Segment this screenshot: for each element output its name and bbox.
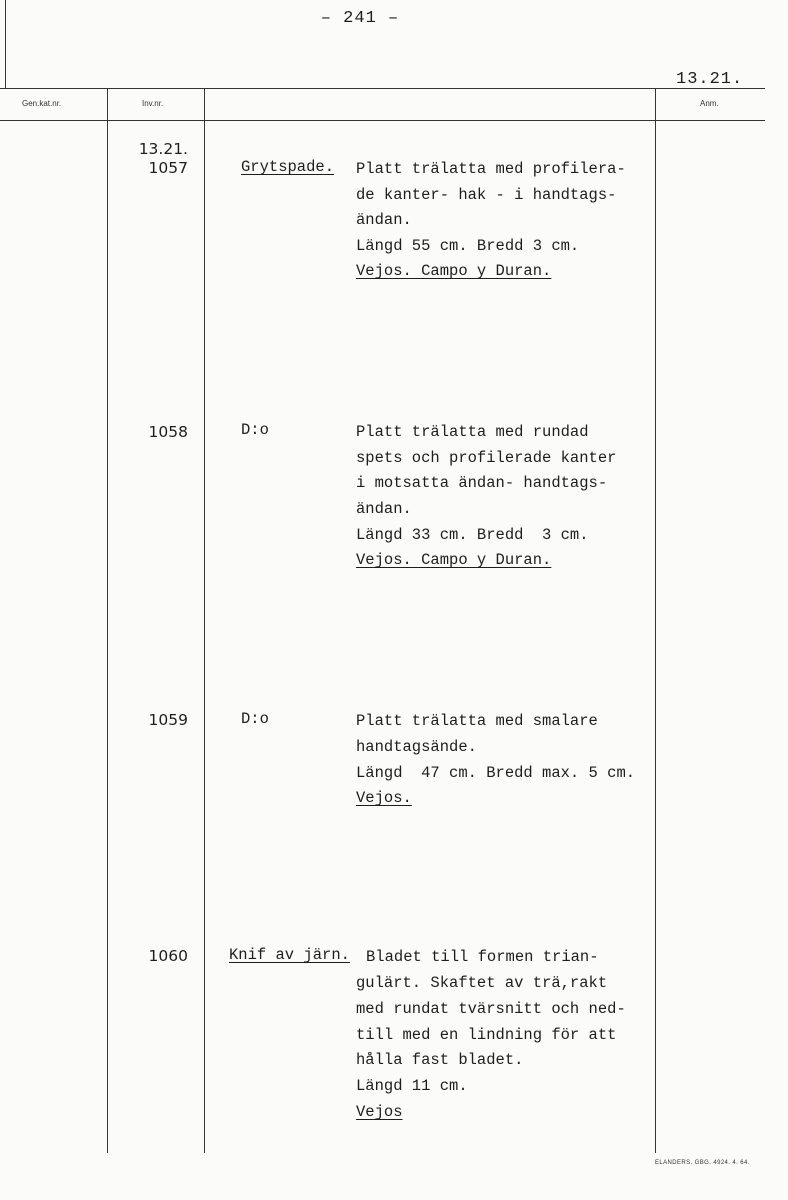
description-line: ändan. [356, 500, 412, 518]
description-line: hålla fast bladet. [356, 1051, 524, 1069]
header-rule-bottom [0, 120, 765, 121]
column-header-anm: Anm. [700, 99, 719, 108]
column-divider-desc [204, 88, 205, 1153]
description-line: Platt trälatta med smalare [356, 712, 598, 730]
source-line: Vejos. Campo y Duran. [356, 262, 552, 280]
object-term: D:o [241, 710, 269, 728]
object-term: Grytspade. [241, 158, 335, 176]
column-header-inv-nr: Inv.nr. [142, 99, 164, 108]
source-line: Vejos. Campo y Duran. [356, 551, 552, 569]
catalog-code: 13.21. [138, 140, 188, 158]
header-catalog-number: 13.21. [676, 70, 744, 89]
description-line: spets och profilerade kanter [356, 449, 617, 467]
description-line: Platt trälatta med rundad [356, 423, 589, 441]
source-line: Vejos [356, 1103, 403, 1121]
description-line: ändan. [356, 211, 412, 229]
inv-number: 1059 [148, 711, 188, 729]
left-margin-rule [5, 0, 6, 88]
inv-number: 1060 [148, 947, 188, 965]
description-line: Längd 47 cm. Bredd max. 5 cm. [356, 764, 636, 782]
description-line: Bladet till formen trian- [366, 948, 599, 966]
description-line: de kanter- hak - i handtags- [356, 186, 617, 204]
column-header-gen-kat-nr: Gen.kat.nr. [22, 99, 62, 108]
source-line: Vejos. [356, 789, 412, 807]
page-number: – 241 – [320, 9, 400, 28]
column-divider-anm [655, 88, 656, 1153]
object-term: Knif av järn. [229, 946, 350, 964]
inv-number: 1058 [148, 423, 188, 441]
object-term: D:o [241, 421, 269, 439]
description-line: Längd 33 cm. Bredd 3 cm. [356, 526, 589, 544]
footer-imprint: ELANDERS. GBG. 4924. 4. 64. [655, 1160, 750, 1166]
description-line: Platt trälatta med profilera- [356, 160, 626, 178]
description-line: i motsatta ändan- handtags- [356, 474, 608, 492]
description-line: med rundat tvärsnitt och ned- [356, 1000, 626, 1018]
description-line: handtagsände. [356, 738, 477, 756]
column-divider-inv [107, 88, 108, 1153]
inv-number: 1057 [148, 159, 188, 177]
description-line: Längd 55 cm. Bredd 3 cm. [356, 237, 580, 255]
description-line: Längd 11 cm. [356, 1077, 468, 1095]
description-line: till med en lindning för att [356, 1026, 617, 1044]
description-line: gulärt. Skaftet av trä,rakt [356, 974, 608, 992]
header-rule-top [0, 88, 765, 89]
